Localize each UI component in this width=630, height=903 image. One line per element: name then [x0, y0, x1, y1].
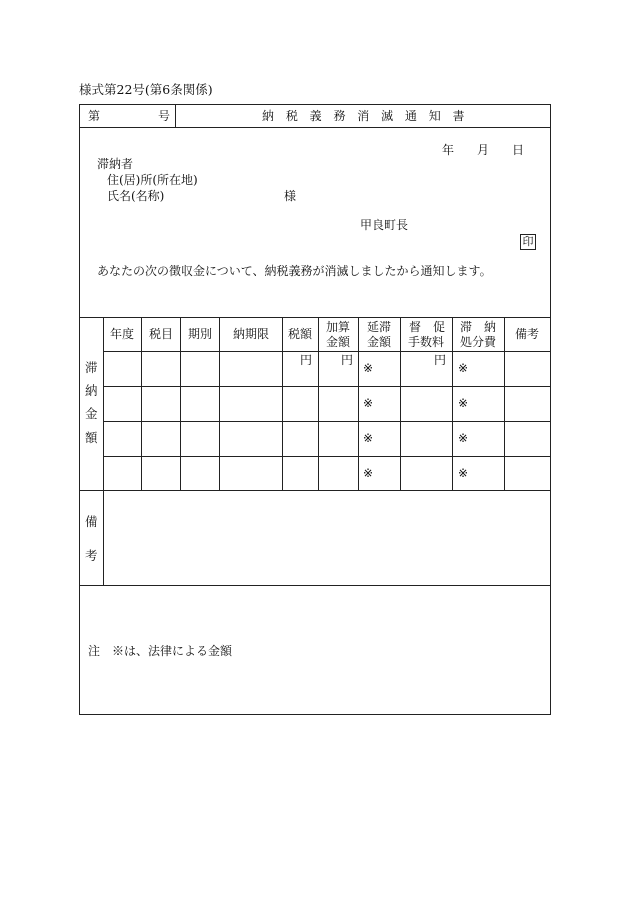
- col-header-tax-item: 税目: [149, 327, 174, 341]
- col-header-late: 金額: [367, 335, 392, 349]
- legal-mark: ※: [458, 396, 469, 410]
- legal-mark: ※: [363, 431, 374, 445]
- name-label: 氏名(名称): [107, 189, 165, 203]
- table-col-line: [452, 317, 453, 490]
- table-row-line: [103, 421, 551, 422]
- address-label: 住(居)所(所在地): [107, 173, 198, 187]
- table-col-line: [219, 317, 220, 490]
- col-header-due-date: 納期限: [233, 327, 270, 341]
- col-header-disposition: 処分費: [460, 335, 497, 349]
- side-label-char: 金: [85, 406, 98, 421]
- remarks-bottom-line: [79, 585, 551, 586]
- col-header-remarks: 備考: [515, 327, 540, 341]
- col-header-period: 期別: [188, 327, 213, 341]
- col-header-late: 延滞: [367, 320, 392, 334]
- side-label-char: 納: [85, 383, 98, 398]
- legal-mark: ※: [458, 361, 469, 375]
- col-header-fee: 督 促: [409, 320, 446, 334]
- table-row-line: [103, 386, 551, 387]
- table-col-line: [358, 317, 359, 490]
- taxpayer-heading: 滞納者: [97, 157, 134, 171]
- yen-unit: 円: [341, 353, 354, 367]
- legal-mark: ※: [458, 466, 469, 480]
- legal-mark: ※: [363, 466, 374, 480]
- notice-message: あなたの次の徴収金について、納税義務が消滅しましたから通知します。: [97, 264, 492, 278]
- seal-icon: 印: [520, 234, 536, 250]
- issuer-title: 甲良町長: [360, 218, 409, 232]
- table-header-bottom: [103, 351, 551, 352]
- legal-mark: ※: [363, 361, 374, 375]
- col-header-tax-amount: 税額: [288, 327, 313, 341]
- side-label-char: 額: [85, 430, 98, 445]
- remarks-label-char: 考: [85, 548, 98, 563]
- yen-unit: 円: [434, 353, 447, 367]
- date-year: 年: [442, 143, 455, 157]
- legal-mark: ※: [363, 396, 374, 410]
- table-col-line: [141, 317, 142, 490]
- table-top-line: [79, 317, 551, 318]
- table-col-line: [318, 317, 319, 490]
- col-header-disposition: 滞 納: [460, 320, 497, 334]
- date-day: 日: [512, 143, 525, 157]
- remarks-divider: [103, 490, 104, 585]
- date-month: 月: [477, 143, 490, 157]
- table-col-line: [103, 317, 104, 490]
- header-divider: [79, 127, 551, 128]
- number-suffix: 号: [158, 109, 171, 123]
- form-label: 様式第22号(第6条関係): [79, 82, 213, 97]
- document-title: 納 税 義 務 消 滅 通 知 書: [262, 109, 469, 123]
- table-bottom-line: [79, 490, 551, 491]
- col-header-fee: 手数料: [408, 335, 445, 349]
- table-col-line: [180, 317, 181, 490]
- side-label-char: 滞: [85, 360, 98, 375]
- col-header-added: 加算: [326, 320, 351, 334]
- table-col-line: [400, 317, 401, 490]
- legal-mark: ※: [458, 431, 469, 445]
- number-prefix: 第: [88, 109, 101, 123]
- remarks-label-char: 備: [85, 514, 98, 529]
- col-header-year: 年度: [110, 327, 135, 341]
- table-col-line: [282, 317, 283, 490]
- header-number-divider: [175, 104, 176, 127]
- yen-unit: 円: [300, 353, 313, 367]
- table-row-line: [103, 456, 551, 457]
- table-col-line: [504, 317, 505, 490]
- honorific: 様: [284, 189, 297, 203]
- footnote: 注 ※は、法律による金額: [88, 644, 233, 658]
- col-header-added: 金額: [326, 335, 351, 349]
